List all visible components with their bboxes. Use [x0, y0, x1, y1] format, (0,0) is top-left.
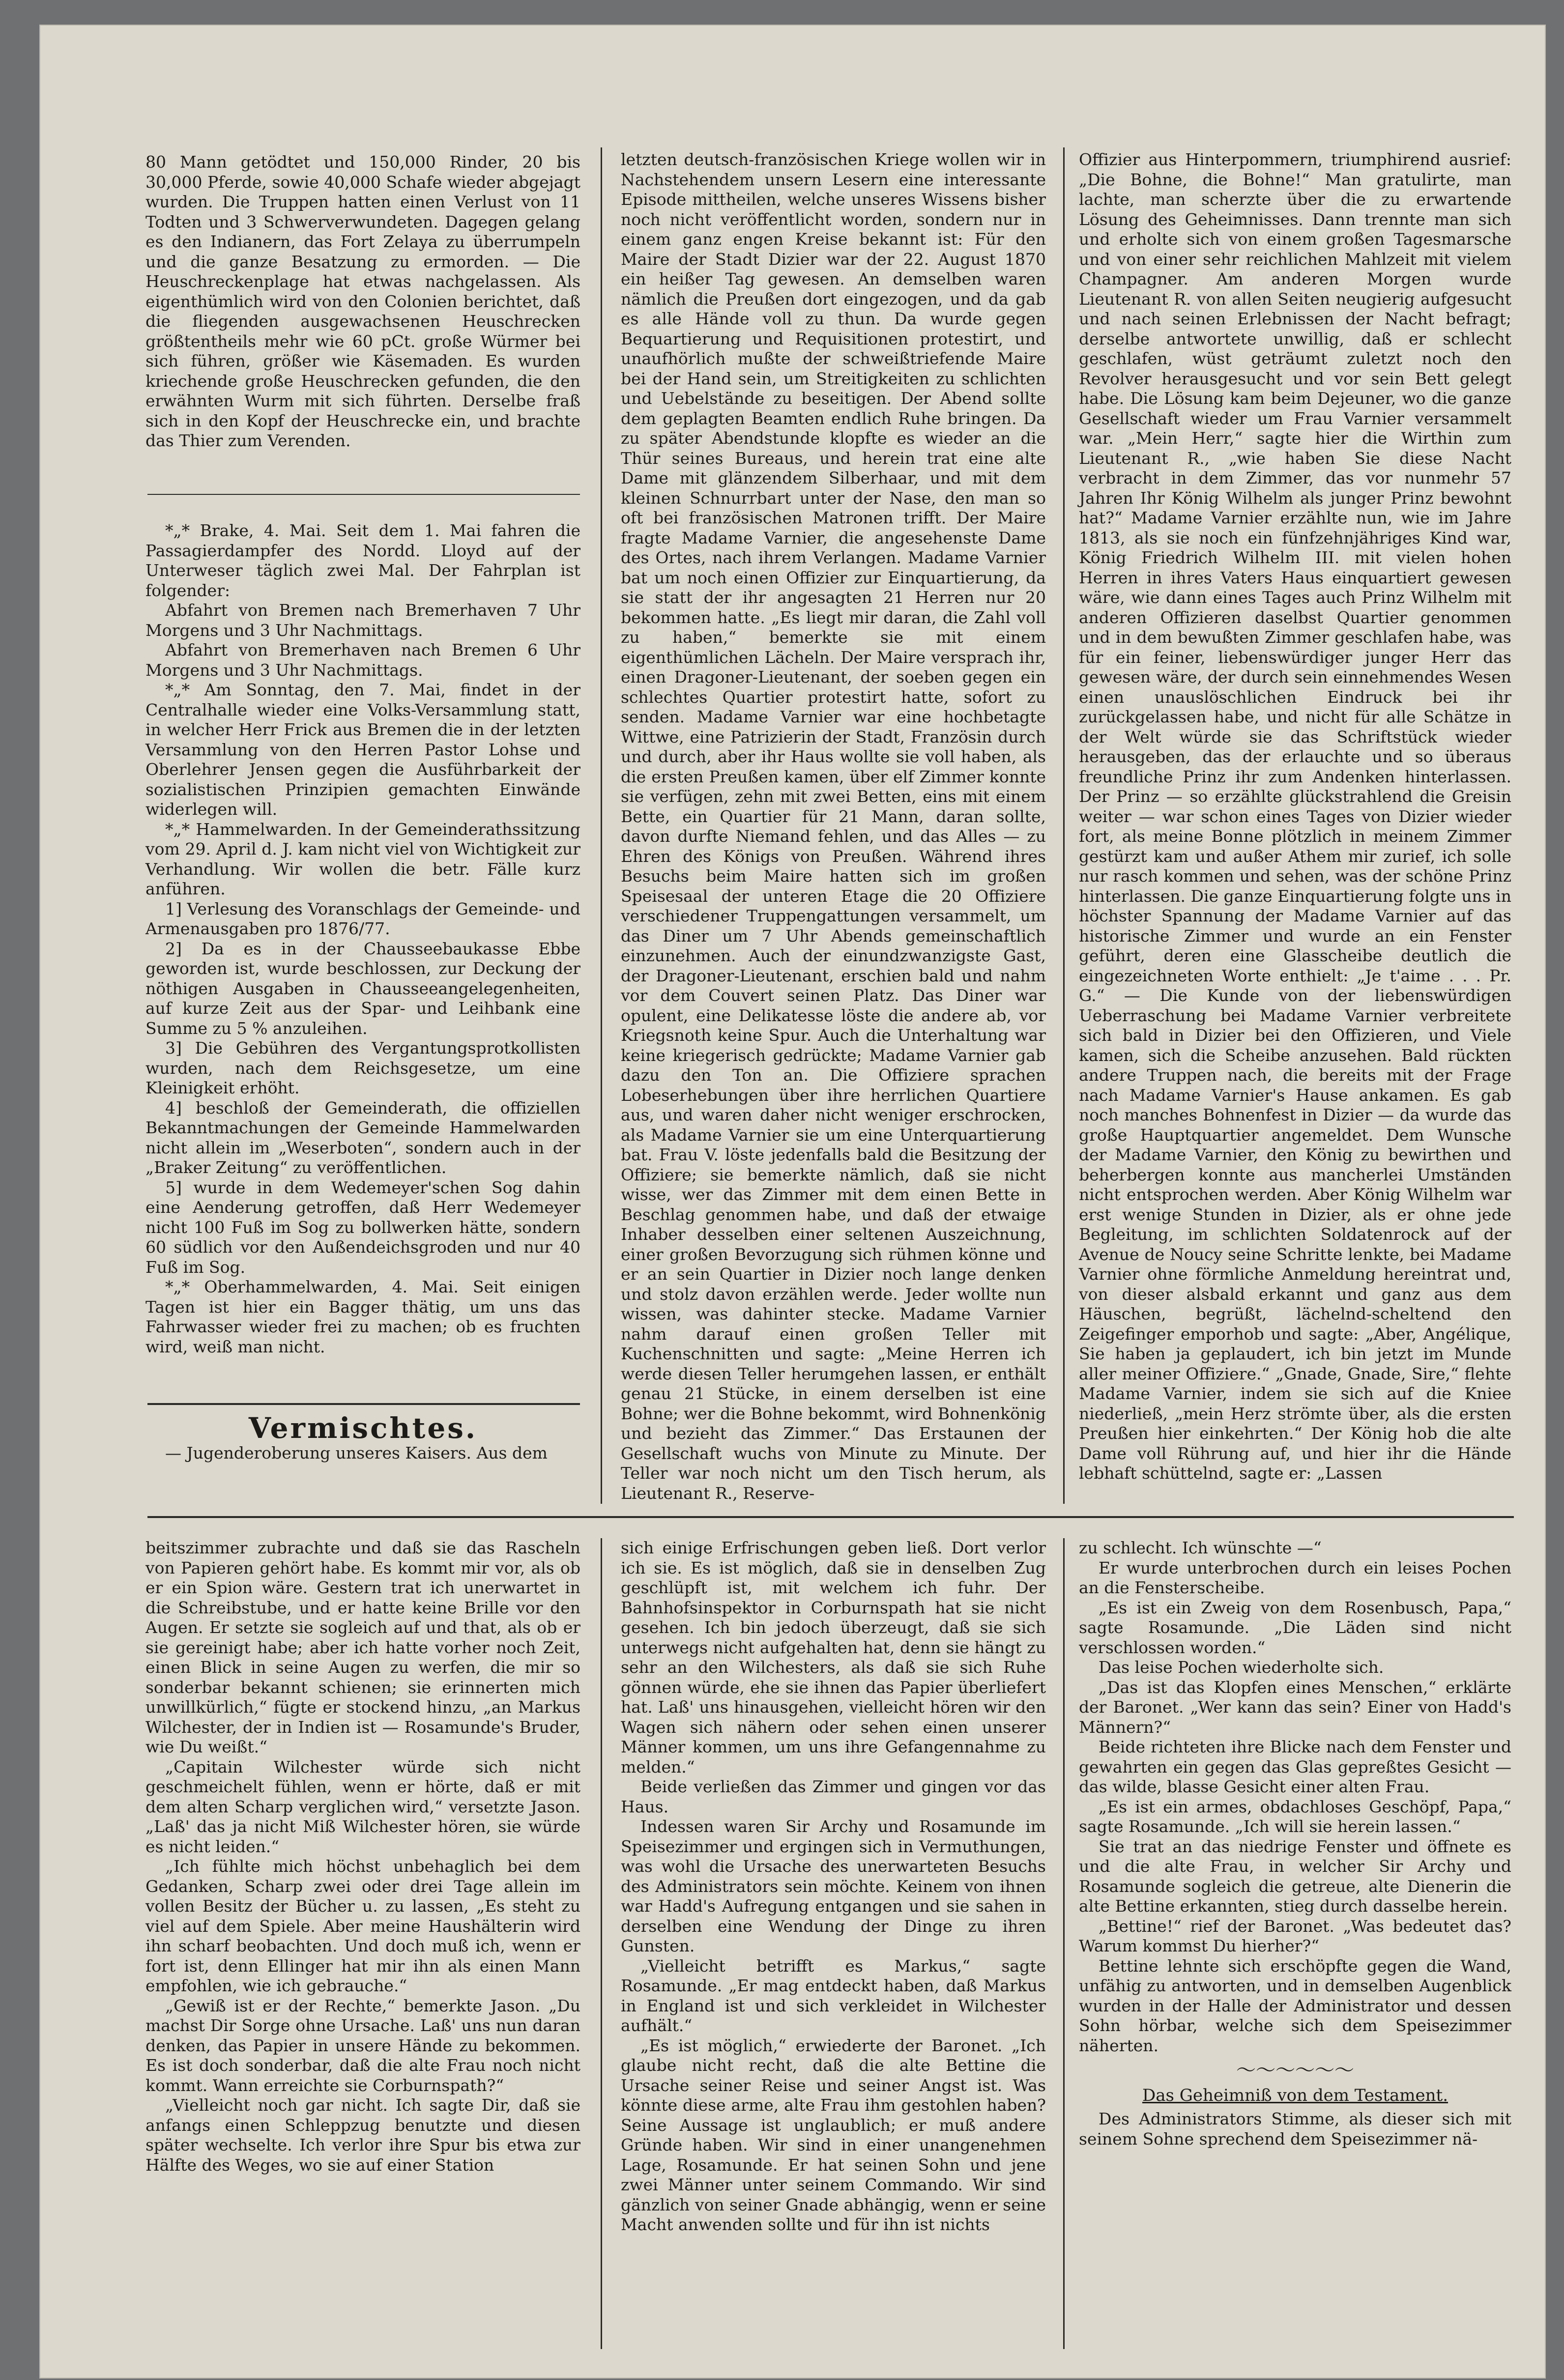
top-col2-article — [621, 150, 1046, 1501]
paragraph: 3] Die Gebühren des Vergantungsprotkollisten wurden, nach dem Reichsgesetze, um eine Kleinigkeit erhöht. — [145, 1038, 580, 1097]
paragraph: 80 Mann getödtet und 150,000 Rinder, 20 bis 30,000 Pferde, sowie 40,000 Schafe wieder abgejagt wurden. Die Truppen hatten einen Verlust von 11 Todten und 3 Schwerverwundeten. Dagegen gelang es den Indianern, das Fort Zelaya zu überrumpeln und die ganze Besatzung zu ermorden. — Die Heuschreckenplage hat etwas nachgelassen. Als eigenthümlich wird von den Colonien berichtet, daß die fliegenden ausgewachsenen Heuschrecken größtentheils mehr wie 60 pCt. große Würmer bei sich führen, größer wie Käsemaden. Es wurden kriechende große Heuschrecken gefunden, die den erwähnten Wurm mit sich führten. Derselbe fraß sich in den Kopf der Heuschrecke ein, und brachte das Thier zum Verenden. — [145, 152, 580, 450]
section-divider-line — [147, 1403, 580, 1405]
paragraph: — Jugenderoberung unseres Kaisers. Aus dem — [165, 1443, 548, 1462]
paragraph: „Es ist ein Zweig von dem Rosenbusch, Papa,“ sagte Rosamunde. „Die Läden sind nicht verschlossen worden.“ — [1079, 1598, 1511, 1657]
paragraph: „Bettine!“ rief der Baronet. „Was bedeutet das? Warum kommst Du hierher?“ — [1079, 1916, 1511, 1955]
paragraph: „Ich fühlte mich höchst unbehaglich bei dem Gedanken, Scharp zwei oder drei Tage allein im vollen Besitz der Bücher u. zu lassen, „Es steht zu viel auf dem Spiele. Aber meine Haushälterin wird ihn scharf beobachten. Und doch muß ich, wenn er fort ist, denn Ellinger hat mir ihn als einen Mann empfohlen, wie ich gebrauche.“ — [145, 1857, 580, 1995]
paragraph: „Vielleicht noch gar nicht. Ich sagte Dir, daß sie anfangs einen Schleppzug benutzte und diesen später wechselte. Ich verlor ihre Spur bis etwa zur Hälfte des Weges, wo sie auf einer Station — [145, 2095, 580, 2175]
ornament-divider: 〜〜〜〜〜〜 — [1236, 2059, 1354, 2082]
chapter-heading: Das Geheimniß von dem Testament. — [1142, 2085, 1448, 2105]
feuilleton-divider-line — [147, 1516, 1514, 1518]
paragraph: 2] Da es in der Chausseebaukasse Ebbe geworden ist, wurde beschlossen, zur Deckung der nöthigen Ausgaben in Chausseeangelegenheiten, auf kurze Zeit aus der Spar- und Leihbank eine Summe zu 5 % anzuleihen. — [145, 939, 580, 1038]
top-col3-article — [1079, 150, 1511, 1501]
paragraph: Das leise Pochen wiederholte sich. — [1099, 1658, 1384, 1677]
top-col1-local-news — [145, 521, 580, 1356]
paragraph: letzten deutsch-französischen Kriege wollen wir in Nachstehendem unsern Lesern eine interessante Episode mittheilen, welche unseres Wissens bisher noch nicht veröffentlicht worden, sondern nur in einem ganz engen Kreise bekannt ist: Für den Maire der Stadt Dizier war der 22. August 1870 ein heißer Tag gewesen. An demselben waren nämlich die Preußen dort eingezogen, und da gab es alle Hände voll zu thun. Da wurde gegen Bequartierung und Requisitionen protestirt, und unaufhörlich mußte der schweißtriefende Maire bei der Hand sein, um Streitigkeiten zu schlichten und Uebelstände zu beseitigen. Der Abend sollte dem geplagten Beamten endlich Ruhe bringen. Da zu später Abendstunde klopfte es wieder an die Thür seines Bureaus, und herein trat eine alte Dame mit glänzendem Silberhaar, und mit dem kleinen Schnurrbart unter der Nase, den man so oft bei französischen Matronen trifft. Der Maire fragte Madame Varnier, die angesehenste Dame des Ortes, nach ihrem Verlangen. Madame Varnier bat um noch einen Offizier zur Einquartierung, da sie statt der ihr angesagten 21 Herren nur 20 bekommen hatte. „Es liegt mir daran, die Zahl voll zu haben,“ bemerkte sie mit einem eigenthümlichen Lächeln. Der Maire versprach ihr, einen Dragoner-Lieutenant, der soeben gegen ein schlechtes Quartier protestirt hatte, sofort zu senden. Madame Varnier war eine hochbetagte Wittwe, eine Patrizierin der Stadt, Französin durch und durch, aber ihr Haus wollte sie voll haben, als die ersten Preußen kamen, über elf Zimmer konnte sie verfügen, zehn mit zwei Betten, eins mit einem Bette, ein Quartier für 21 Mann, daran sollte, davon durfte Niemand fehlen, und das Alles — zu Ehren des Königs von Preußen. Während ihres Besuchs beim Maire hatten sich im großen Speisesaal der unteren Etage die 20 Offiziere verschiedener Truppengattungen versammelt, um das Diner um 7 Uhr Abends gemeinschaftlich einzunehmen. Auch der einundzwanzigste Gast, der Dragoner-Lieutenant, erschien bald und nahm vor dem Couvert seinen Platz. Das Diner war opulent, eine Delikatesse löste die andere ab, vor Kriegsnoth keine Spur. Auch die Unterhaltung war keine kriegerisch gedrückte; Madame Varnier gab dazu den Ton an. Die Offiziere sprachen Lobeserhebungen über ihre herrlichen Quartiere aus, und waren daher nicht weniger erschrocken, als Madame Varnier sie um eine Unterquartierung bat. Frau V. löste jedenfalls bald die Besitzung der Offiziere; sie bemerkte nämlich, daß sie nicht wisse, wer das Zimmer mit dem einen Bette in Beschlag genommen habe, und daß der etwaige Inhaber desselben einer seltenen Auszeichnung, einer großen Bevorzugung sich rühmen könne und er an sein Quartier in Dizier noch lange denken und stolz davon erzählen werde. Jeder wollte nun wissen, was dahinter stecke. Madame Varnier nahm darauf einen großen Teller mit Kuchenschnitten und sagte: „Meine Herren ich werde diesen Teller herumgehen lassen, er enthält genau 21 Stücke, in einem derselben ist eine Bohne; wer die Bohne bekommt, wird Bohnenkönig und bezieht das Zimmer.“ Das Erstaunen der Gesellschaft wuchs von Minute zu Minute. Der Teller war noch nicht um den Tisch herum, als Lieutenant R., Reserve- — [621, 150, 1046, 1503]
paragraph: „Es ist möglich,“ erwiederte der Baronet. „Ich glaube nicht recht, daß die alte Bettine die Ursache seiner Reise und seiner Angst ist. Was könnte diese arme, alte Frau ihm gestohlen haben? Seine Aussage ist unglaublich; er muß andere Gründe haben. Wir sind in einer unangenehmen Lage, Rosamunde. Er hat seinen Sohn und jene zwei Männer unter seinem Commando. Wir sind gänzlich von seiner Gnade abhängig, wenn er seine Macht anwenden sollte und für ihn ist nichts — [621, 2036, 1046, 2234]
paragraph: 4] beschloß der Gemeinderath, die offiziellen Bekanntmachungen der Gemeinde Hammelwarden nicht allein im „Weserboten“, sondern auch in der „Braker Zeitung“ zu veröffentlichen. — [145, 1098, 580, 1177]
paragraph: Er wurde unterbrochen durch ein leises Pochen an die Fensterscheibe. — [1079, 1558, 1511, 1597]
column-divider-line — [147, 494, 580, 495]
vermischtes-heading: Vermischtes. — [248, 1411, 478, 1445]
bottom-col3-story — [1079, 1538, 1511, 2349]
bottom-col1-story — [145, 1538, 580, 2349]
paragraph: Offizier aus Hinterpommern, triumphirend ausrief: „Die Bohne, die Bohne!“ Man gratulirte, man lachte, man scherzte über die zu erwartende Lösung des Geheimnisses. Dann trennte man sich und erholte sich von einem großen Tagesmarsche und von einer sehr reichlichen Mahlzeit mit vielem Champagner. Am anderen Morgen wurde Lieutenant R. von allen Seiten neugierig aufgesucht und nach seinen Erlebnissen der Nacht befragt; derselbe antwortete unwillig, daß er schlecht geschlafen, wüst geträumt zuletzt noch den Revolver herausgesucht und vor sein Bett gelegt habe. Die Lösung kam beim Dejeuner, wo die ganze Gesellschaft wieder um Frau Varnier versammelt war. „Mein Herr,“ sagte hier die Wirthin zum Lieutenant R., „wie haben Sie diese Nacht verbracht in dem Zimmer, das vor nunmehr 57 Jahren Ihr König Wilhelm als junger Prinz bewohnt hat?“ Madame Varnier erzählte nun, wie im Jahre 1813, als sie noch ein fünfzehnjähriges Kind war, König Friedrich Wilhelm III. mit vielen hohen Herren in ihres Vaters Haus einquartiert gewesen wäre, wie dann eines Tages auch Prinz Wilhelm mit anderen Offizieren daselbst Quartier genommen und in dem bewußten Zimmer geschlafen habe, was für ein feiner, liebenswürdiger junger Herr das gewesen wäre, der durch sein einnehmendes Wesen einen unauslöschlichen Eindruck bei ihr zurückgelassen habe, und nicht für alle Schätze in der Welt würde sie das Schriftstück wieder herausgeben, das der erlauchte und so überaus freundliche Prinz ihr zum Andenken hinterlassen. Der Prinz — so erzählte glückstrahlend die Greisin weiter — war schon eines Tages von Dizier wieder fort, als meine Bonne plötzlich in meinem Zimmer gestürzt kam und außer Athem mir zurief, ich solle nur rasch kommen und sehen, was der schöne Prinz hinterlassen. Die ganze Einquartierung folgte uns in höchster Spannung der Madame Varnier auf das historische Zimmer und wurde an ein Fenster geführt, deren eine Glasscheibe deutlich die eingezeichneten Worte enthielt: „Je t'aime . . . Pr. G.“ — Die Kunde von der liebenswürdigen Ueberraschung bei Madame Varnier verbreitete sich bald in Dizier bei den Offizieren, und Viele kamen, sich die Scheibe anzusehen. Bald rückten andere Truppen nach, die bereits mit der Frage nach Madame Varnier's Hause ankamen. Es gab noch manches Bohnenfest in Dizier — da wurde das große Hauptquartier angemeldet. Dem Wunsche der Madame Varnier, den König zu bewirthen und beherbergen konnte aus mancherlei Umständen nicht entsprochen werden. Aber König Wilhelm war erst wenige Stunden in Dizier, als er ohne jede Begleitung, im schlichten Soldatenrock auf der Avenue de Noucy seine Schritte lenkte, bei Madame Varnier ohne förmliche Anmeldung hereintrat und, von dieser alsbald erkannt und ganz aus dem Häuschen, begrüßt, lächelnd-scheltend den Zeigefinger emporhob und sagte: „Aber, Angélique, Sie haben ja geplaudert, ich bin jetzt im Munde aller meiner Offiziere.“ „Gnade, Gnade, Sire,“ flehte Madame Varnier, indem sie sich auf die Kniee niederließ, „mein Herz strömte über, als die ersten Preußen hier einkehrten.“ Der König hob die alte Dame voll Rührung auf, und hier ihr die Hände lebhaft schüttelnd, sagte er: „Lassen — [1079, 150, 1511, 1483]
column-rule — [1063, 147, 1065, 1504]
paragraph: Bettine lehnte sich erschöpfte gegen die Wand, unfähig zu antworten, und in demselben Augenblick wurden in der Halle der Administrator und dessen Sohn hörbar, welche sich dem Speisezimmer näherten. — [1079, 1956, 1511, 2055]
paragraph: „Es ist ein armes, obdachloses Geschöpf, Papa,“ sagte Rosamunde. „Ich will sie herein lassen.“ — [1079, 1797, 1511, 1836]
paragraph: Abfahrt von Bremerhaven nach Bremen 6 Uhr Morgens und 3 Uhr Nachmittags. — [145, 640, 580, 680]
paragraph: Beide richteten ihre Blicke nach dem Fenster und gewahrten ein gegen das Glas gepreßtes Gesicht — das wilde, blasse Gesicht einer alten Frau. — [1079, 1737, 1511, 1796]
paragraph: „Capitain Wilchester würde sich nicht geschmeichelt fühlen, wenn er hörte, daß er mit dem alten Scharp verglichen wird,“ versetzte Jason. „Laß' das ja nicht Miß Wilchester hören, sie würde es nicht leiden.“ — [145, 1757, 580, 1856]
paragraph: Sie trat an das niedrige Fenster und öffnete es und die alte Frau, in welcher Sir Archy und Rosamunde sogleich die getreue, alte Dienerin die alte Bettine erkannten, stieg durch dasselbe herein. — [1079, 1836, 1511, 1916]
paragraph: Beide verließen das Zimmer und gingen vor das Haus. — [621, 1777, 1046, 1816]
paragraph: „Das ist das Klopfen eines Menschen,“ erklärte der Baronet. „Wer kann das sein? Einer von Hadd's Männern?“ — [1079, 1677, 1511, 1737]
paragraph: 5] wurde in dem Wedemeyer'schen Sog dahin eine Aenderung getroffen, daß Herr Wedemeyer nicht 100 Fuß im Sog zu bollwerken hätte, sondern 60 südlich vor den Außendeichsgroden und nur 40 Fuß im Sog. — [145, 1177, 580, 1277]
paragraph: *„* Hammelwarden. In der Gemeinderathssitzung vom 29. April d. J. kam nicht viel von Wichtigkeit zur Verhandlung. Wir wollen die betr. Fälle kurz anführen. — [145, 819, 580, 898]
column-rule — [1063, 1538, 1065, 2349]
column-rule — [601, 1538, 602, 2349]
top-col1-article — [145, 152, 580, 450]
paragraph: 1] Verlesung des Voranschlags der Gemeinde- und Armenausgaben pro 1876/77. — [145, 899, 580, 938]
paragraph: „Vielleicht betrifft es Markus,“ sagte Rosamunde. „Er mag entdeckt haben, daß Markus in England ist und sich verkleidet in Wilchester aufhält.“ — [621, 1956, 1046, 2035]
paragraph: „Gewiß ist er der Rechte,“ bemerkte Jason. „Du machst Dir Sorge ohne Ursache. Laß' uns nun daran denken, das Papier in unsere Hände zu bekommen. Es ist doch sonderbar, daß die alte Frau noch nicht kommt. Wann erreichte sie Corburnspath?“ — [145, 1996, 580, 2095]
bottom-col2-story — [621, 1538, 1046, 2349]
paragraph: *„* Am Sonntag, den 7. Mai, findet in der Centralhalle wieder eine Volks-Versammlung statt, in welcher Herr Frick aus Bremen die in der letzten Versammlung von den Herren Pastor Lohse und Oberlehrer Jensen gegen die Ausführbarkeit der sozialistischen Prinzipien gemachten Einwände widerlegen will. — [145, 680, 580, 819]
paragraph: Indessen waren Sir Archy und Rosamunde im Speisezimmer und ergingen sich in Vermuthungen, was wohl die Ursache des unerwarteten Besuchs des Administrators sein möchte. Keinem von ihnen war Hadd's Aufregung entgangen und sie sahen in derselben eine Wendung der Dinge zu ihren Gunsten. — [621, 1817, 1046, 1955]
paragraph: *„* Oberhammelwarden, 4. Mai. Seit einigen Tagen ist hier ein Bagger thätig, um uns das Fahrwasser wieder frei zu machen; ob es fruchten wird, weiß man nicht. — [145, 1277, 580, 1356]
paragraph: *„* Brake, 4. Mai. Seit dem 1. Mai fahren die Passagierdampfer des Nordd. Lloyd auf der Unterweser täglich zwei Mal. Der Fahrplan ist folgender: — [145, 521, 580, 600]
paragraph: Abfahrt von Bremen nach Bremerhaven 7 Uhr Morgens und 3 Uhr Nachmittags. — [145, 601, 580, 640]
paragraph: Des Administrators Stimme, als dieser sich mit seinem Sohne sprechend dem Speisezimmer nä- — [1079, 2109, 1511, 2149]
paragraph: zu schlecht. Ich wünschte —“ — [1079, 1538, 1322, 1557]
paragraph: beitszimmer zubrachte und daß sie das Rascheln von Papieren gehört habe. Es kommt mir vor, als ob er ein Spion wäre. Gestern trat ich unerwartet in die Schreibstube, und er hatte keine Brille vor den Augen. Er setzte sie sogleich auf und that, als ob er sie gereinigt habe; aber ich hatte vorher noch Zeit, einen Blick in seine Augen zu werfen, die mir so sonderbar bekannt schienen; sie erinnerten mich unwillkürlich,“ fügte er stockend hinzu, „an Markus Wilchester, der in Indien ist — Rosamunde's Bruder, wie Du weißt.“ — [145, 1538, 580, 1756]
top-col1-vermischtes — [145, 1411, 580, 1499]
paragraph: sich einige Erfrischungen geben ließ. Dort verlor ich sie. Es ist möglich, daß sie in denselben Zug geschlüpft ist, mit welchem ich fuhr. Der Bahnhofsinspektor in Corburnspath hat sie nicht gesehen. Ich bin jedoch überzeugt, daß sie sich unterwegs nicht aufgehalten hat, denn sie hängt zu sehr an den Wilchesters, als daß sie sich Ruhe gönnen würde, ehe sie ihnen das Papier überliefert hat. Laß' uns hinausgehen, vielleicht hören wir den Wagen sich nähern oder sehen einen unserer Männer kommen, um uns ihre Gefangennahme zu melden.“ — [621, 1538, 1046, 1777]
column-rule — [601, 147, 602, 1504]
